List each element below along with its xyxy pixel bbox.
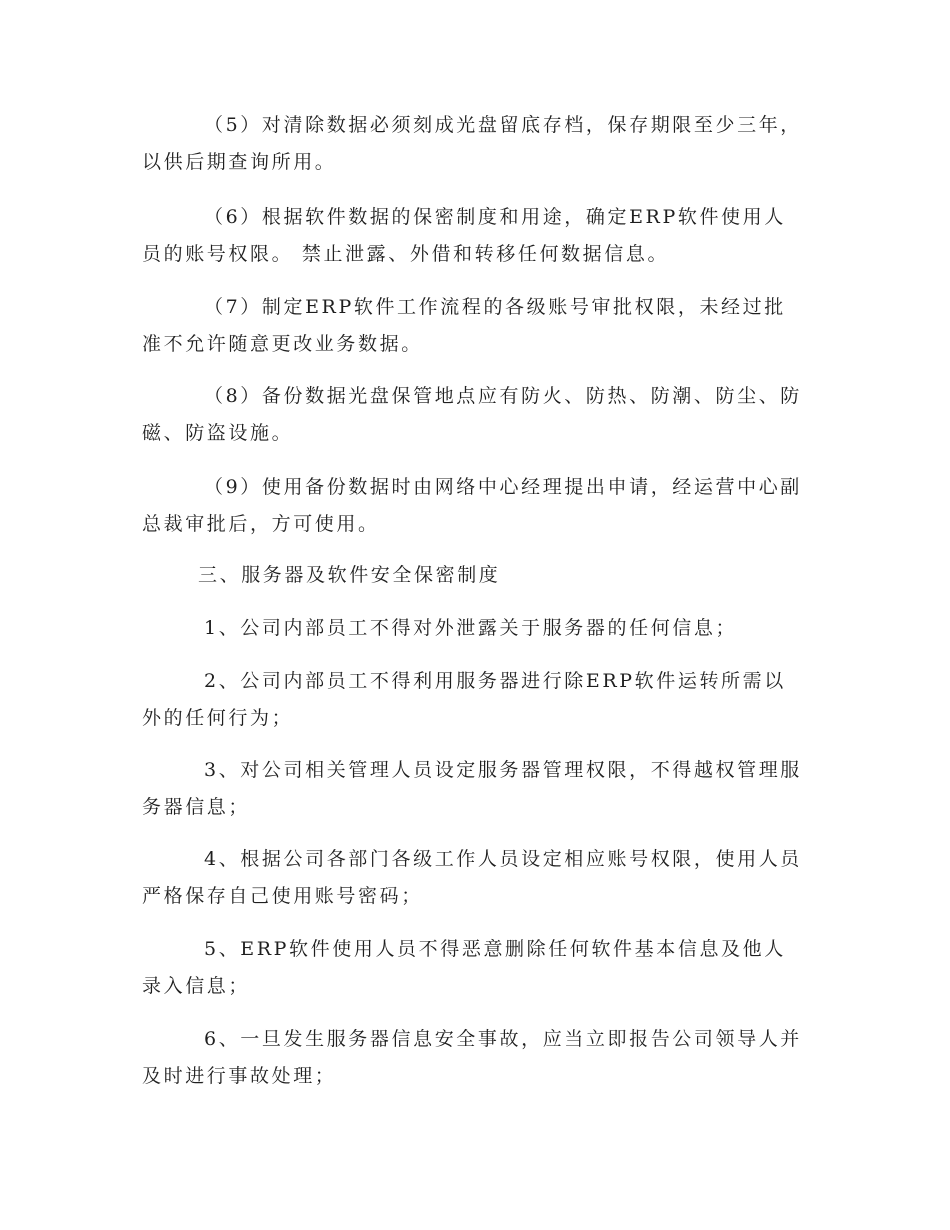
rule-item-3: 3、对公司相关管理人员设定服务器管理权限，不得越权管理服务器信息；	[142, 759, 802, 818]
paragraph-item-8: （8）备份数据光盘保管地点应有防火、防热、防潮、防尘、防磁、防盗设施。	[142, 385, 802, 444]
rule-item-4: 4、根据公司各部门各级工作人员设定相应账号权限，使用人员严格保存自己使用账号密码；	[142, 848, 802, 907]
paragraph-item-6: （6）根据软件数据的保密制度和用途，确定ERP软件使用人员的账号权限。 禁止泄露、外借和转移任何数据信息。	[142, 206, 786, 265]
rule-item-2: 2、公司内部员工不得利用服务器进行除ERP软件运转所需以外的任何行为；	[142, 670, 786, 729]
rule-item-6: 6、一旦发生服务器信息安全事故，应当立即报告公司领导人并及时进行事故处理；	[142, 1028, 802, 1087]
rule-item-5: 5、ERP软件使用人员不得恶意删除任何软件基本信息及他人录入信息；	[142, 938, 786, 997]
paragraph-item-9: （9）使用备份数据时由网络中心经理提出申请，经运营中心副总裁审批后，方可使用。	[142, 476, 802, 535]
section-heading: 三、服务器及软件安全保密制度	[198, 564, 501, 586]
rule-item-1: 1、公司内部员工不得对外泄露关于服务器的任何信息；	[204, 617, 738, 639]
paragraph-item-5: （5）对清除数据必须刻成光盘留底存档，保存期限至少三年，以供后期查询所用。	[142, 114, 802, 173]
paragraph-item-7: （7）制定ERP软件工作流程的各级账号审批权限，未经过批准不允许随意更改业务数据。	[142, 296, 786, 355]
